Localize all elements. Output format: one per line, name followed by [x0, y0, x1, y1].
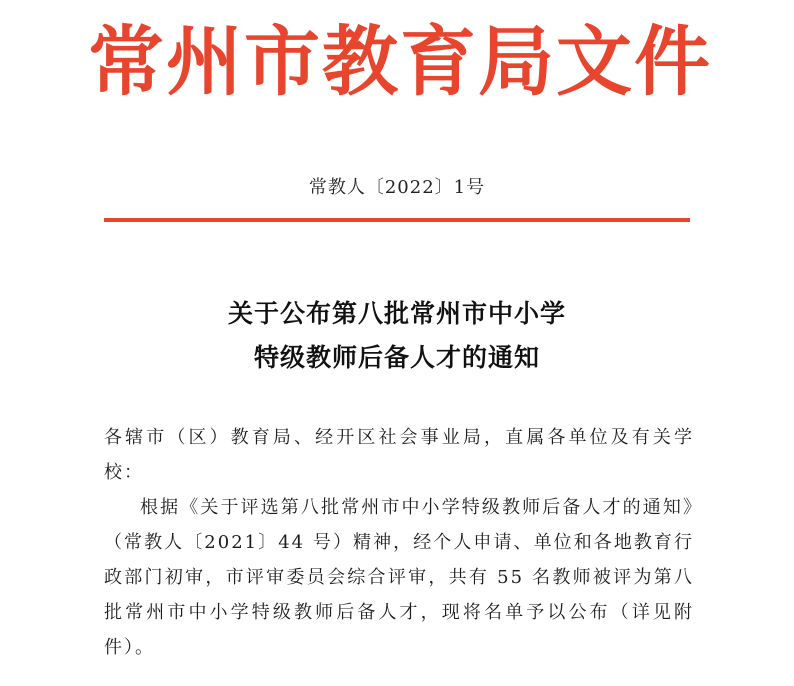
notice-title-line-1: 关于公布第八批常州市中小学: [227, 299, 566, 328]
notice-body: [104, 420, 694, 665]
masthead-title: 常州市教育局文件: [88, 17, 712, 106]
document-number: 常教人〔2022〕1号: [308, 177, 486, 198]
red-divider-line: [104, 218, 690, 222]
salutation: 各辖市（区）教育局、经开区社会事业局，直属各单位及有关学校：: [104, 427, 694, 483]
notice-title-line-2: 特级教师后备人才的通知: [253, 343, 540, 372]
body-paragraph: 根据《关于评选第八批常州市中小学特级教师后备人才的通知》（常教人〔2021〕44 号）精神，经个人申请、单位和各地教育行政部门初审，市评审委员会综合评审，共有 55 名教师被评为第八批常州市中小学特级教师后备人才，现将名单予以公布（详见附件）。: [104, 497, 694, 658]
